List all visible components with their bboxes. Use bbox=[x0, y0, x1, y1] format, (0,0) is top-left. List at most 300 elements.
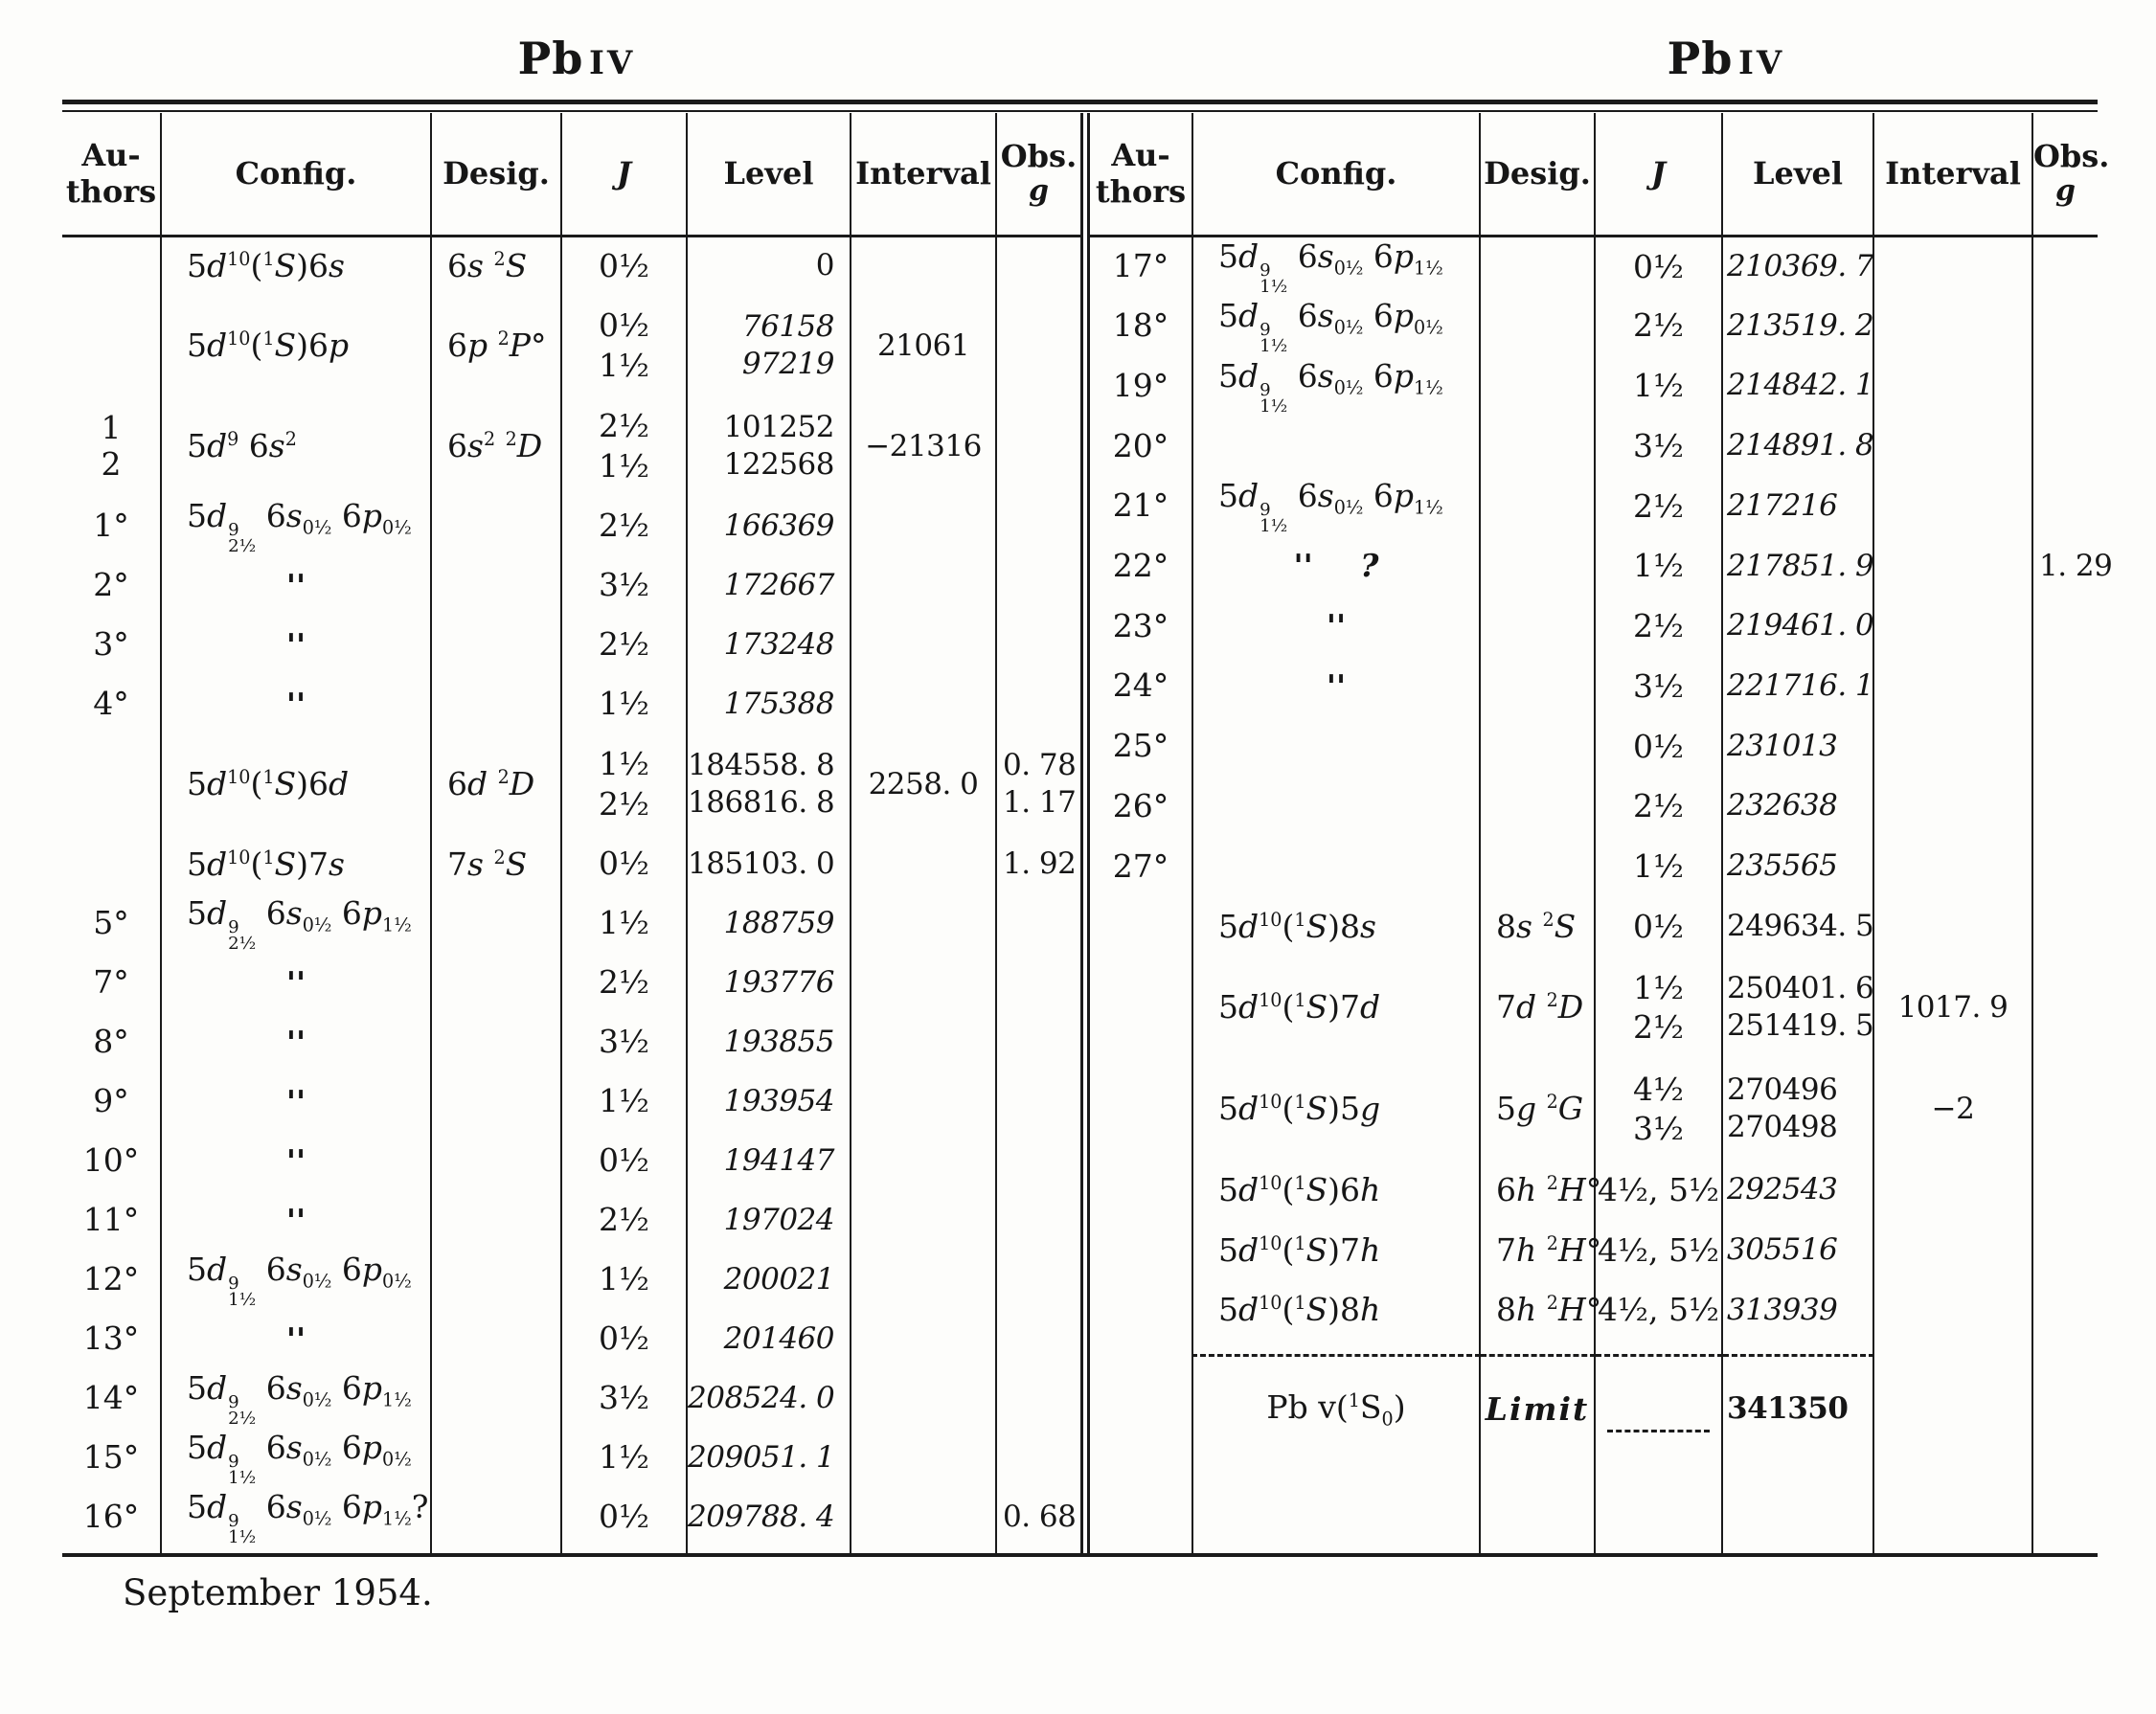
cell-desig bbox=[431, 893, 561, 953]
table-row bbox=[62, 834, 1080, 893]
cell-level: 221716. 1 bbox=[1722, 656, 1873, 716]
cell-j-value: 1½ bbox=[1595, 355, 1722, 416]
col-header-desig: Desig. bbox=[1480, 113, 1595, 236]
cell-authors: 16° bbox=[82, 1498, 140, 1536]
cell-level: 200021 bbox=[687, 1250, 851, 1309]
cell-config: '' bbox=[1192, 596, 1480, 656]
cell-j-value: 1½ bbox=[561, 1250, 687, 1309]
cell-authors: 21° bbox=[1112, 486, 1169, 525]
table-row bbox=[1090, 656, 2098, 716]
cell-j-value: 3½ bbox=[1595, 416, 1722, 476]
cell-desig bbox=[1480, 716, 1595, 777]
cell-config: '' bbox=[161, 1012, 431, 1071]
cell-j-value: 0½ bbox=[561, 1131, 687, 1190]
cell-config: '' bbox=[161, 555, 431, 615]
cell-config: 5d 9 1½ $6s_{0\frac{1}{2}}$ $6p_{1\frac{1}{2}}$ bbox=[1192, 476, 1480, 536]
cell-j-value: 2½ 1½ bbox=[561, 395, 687, 496]
table-row bbox=[1090, 836, 2098, 896]
cell-j-value: 0½ 1½ bbox=[561, 295, 687, 395]
cell-authors bbox=[1090, 1355, 1192, 1461]
cell-desig bbox=[431, 1131, 561, 1190]
cell-config: $5d^{10}(^1S)6p$ bbox=[161, 295, 431, 395]
cell-j-value: 2½ bbox=[1595, 777, 1722, 837]
cell-desig bbox=[431, 1071, 561, 1131]
cell-config: 5d 9 1½ $6s_{0\frac{1}{2}}$ $6p_{1\frac{1}{2}}$ bbox=[1192, 236, 1480, 296]
cell-interval bbox=[851, 1250, 996, 1309]
col-header-obs-g: Obs. g bbox=[996, 113, 1080, 236]
cell-interval bbox=[851, 834, 996, 893]
cell-obs-g: 0. 68 bbox=[996, 1487, 1080, 1546]
col-header-interval: Interval bbox=[851, 113, 996, 236]
cell-obs-g: 1. 29 bbox=[2032, 536, 2098, 597]
cell-j-value: 0½ bbox=[561, 1487, 687, 1546]
cell-desig bbox=[431, 615, 561, 674]
cell-config: $5d^{10}(^1S)7s$ bbox=[161, 834, 431, 893]
page-title-right bbox=[1668, 33, 1785, 84]
cell-obs-g bbox=[996, 1190, 1080, 1250]
cell-level: 76158 97219 bbox=[687, 295, 851, 395]
cell-j-value bbox=[1595, 1462, 1722, 1553]
cell-level: 188759 bbox=[687, 893, 851, 953]
col-header-desig: Desig. bbox=[431, 113, 561, 236]
cell-authors: 25° bbox=[1112, 727, 1169, 765]
cell-obs-g bbox=[2032, 1160, 2098, 1220]
cell-level: 217851. 9 bbox=[1722, 536, 1873, 597]
title-element-symbol: Pb bbox=[517, 33, 584, 84]
cell-level: 175388 bbox=[687, 674, 851, 733]
cell-interval bbox=[1873, 416, 2032, 476]
cell-authors bbox=[62, 834, 161, 893]
cell-authors: 5° bbox=[93, 904, 129, 942]
cell-authors bbox=[62, 295, 161, 395]
cell-j-value: 0½ bbox=[561, 1309, 687, 1368]
cell-desig bbox=[1480, 656, 1595, 716]
table-row bbox=[62, 674, 1080, 733]
cell-interval bbox=[1873, 296, 2032, 356]
cell-desig: 7d $^2$D bbox=[1480, 957, 1595, 1058]
cell-authors: 18° bbox=[1112, 306, 1169, 345]
cell-desig bbox=[431, 1368, 561, 1428]
filler-row bbox=[62, 1546, 1080, 1553]
cell-interval bbox=[1873, 836, 2032, 896]
cell-authors: 23° bbox=[1112, 606, 1169, 644]
cell-j-value: 2½ bbox=[1595, 296, 1722, 356]
title-ion-numeral: IV bbox=[1738, 44, 1785, 82]
cell-level: 214891. 8 bbox=[1722, 416, 1873, 476]
cell-obs-g bbox=[2032, 416, 2098, 476]
cell-level: 232638 bbox=[1722, 777, 1873, 837]
cell-desig bbox=[431, 1012, 561, 1071]
cell-obs-g bbox=[996, 395, 1080, 496]
table-row bbox=[62, 893, 1080, 953]
cell-j-value: 1½ bbox=[1595, 836, 1722, 896]
table-row bbox=[62, 295, 1080, 395]
cell-authors: 14° bbox=[82, 1379, 140, 1417]
cell-j-value: 2½ bbox=[1595, 476, 1722, 536]
cell-config: $5d^{10}(^1S)8h$ bbox=[1192, 1280, 1480, 1341]
cell-config: 5d 9 1½ $6s_{0\frac{1}{2}}$ $6p_{0\frac{1}{2}}$ bbox=[1192, 296, 1480, 356]
table-header bbox=[62, 113, 1080, 236]
cell-config bbox=[1192, 1340, 1480, 1355]
cell-config bbox=[1192, 716, 1480, 777]
cell-j-value: 0½ bbox=[561, 834, 687, 893]
col-header-interval: Interval bbox=[1873, 113, 2032, 236]
table-row bbox=[1090, 1160, 2098, 1220]
cell-interval bbox=[851, 1428, 996, 1487]
cell-obs-g bbox=[2032, 777, 2098, 837]
cell-j-value: 0½ bbox=[1595, 716, 1722, 777]
page-title-left bbox=[518, 33, 636, 84]
cell-interval bbox=[1873, 1220, 2032, 1280]
cell-level bbox=[1722, 1462, 1873, 1553]
cell-level: 214842. 1 bbox=[1722, 355, 1873, 416]
cell-obs-g bbox=[996, 674, 1080, 733]
cell-desig bbox=[431, 674, 561, 733]
cell-authors: 24° bbox=[1112, 666, 1169, 705]
header-row bbox=[1090, 113, 2098, 236]
cell-authors: 27° bbox=[1112, 846, 1169, 885]
footer-date: September 1954. bbox=[123, 1572, 433, 1613]
cell-j-value: 0½ bbox=[1595, 236, 1722, 296]
cell-j-value: 1½ bbox=[561, 1071, 687, 1131]
cell-authors: 20° bbox=[1112, 426, 1169, 464]
cell-config: 5d 9 1½ $6s_{0\frac{1}{2}}$ $6p_{0\frac{1}{2}}$ bbox=[161, 1250, 431, 1309]
cell-j-value: 3½ bbox=[561, 555, 687, 615]
cell-desig bbox=[1480, 596, 1595, 656]
cell-j-value: 3½ bbox=[561, 1368, 687, 1428]
cell-desig bbox=[1480, 536, 1595, 597]
cell-j-value bbox=[1595, 1340, 1722, 1355]
cell-obs-g bbox=[996, 496, 1080, 555]
cell-level: 341350 bbox=[1722, 1355, 1873, 1461]
cell-obs-g bbox=[996, 615, 1080, 674]
cell-level: 194147 bbox=[687, 1131, 851, 1190]
table-row bbox=[1090, 296, 2098, 356]
table-row bbox=[1090, 476, 2098, 536]
cell-level: 217216 bbox=[1722, 476, 1873, 536]
cell-config bbox=[161, 1546, 431, 1553]
cell-level: 101252 122568 bbox=[687, 395, 851, 496]
cell-authors: 8° bbox=[93, 1023, 129, 1061]
cell-interval bbox=[1873, 536, 2032, 597]
header-row bbox=[62, 113, 1080, 236]
cell-obs-g bbox=[996, 1428, 1080, 1487]
cell-level: 193954 bbox=[687, 1071, 851, 1131]
cell-level: 193855 bbox=[687, 1012, 851, 1071]
cell-level: 0 bbox=[687, 236, 851, 295]
cell-config: $5d^{10}(^1S)6h$ bbox=[1192, 1160, 1480, 1220]
col-header-config: Config. bbox=[1192, 113, 1480, 236]
cell-level: 231013 bbox=[1722, 716, 1873, 777]
cell-desig: 6d $^2$D bbox=[431, 733, 561, 834]
title-element-symbol: Pb bbox=[1667, 33, 1734, 84]
cell-interval bbox=[851, 615, 996, 674]
cell-authors: 15° bbox=[82, 1438, 140, 1477]
cell-interval bbox=[851, 1012, 996, 1071]
cell-interval bbox=[851, 1309, 996, 1368]
cell-j-value: 2½ bbox=[561, 496, 687, 555]
cell-level: 184558. 8 186816. 8 bbox=[687, 733, 851, 834]
cell-interval bbox=[851, 236, 996, 295]
cell-obs-g bbox=[996, 953, 1080, 1012]
cell-obs-g bbox=[996, 1368, 1080, 1428]
table-body-right bbox=[1090, 236, 2113, 1553]
cell-authors bbox=[1090, 896, 1192, 957]
cell-config: 5d 9 2½ $6s_{0\frac{1}{2}}$ $6p_{1\frac{1}{2}}$ bbox=[161, 1368, 431, 1428]
table-row bbox=[62, 236, 1080, 295]
cell-desig bbox=[1480, 777, 1595, 837]
cell-config: Pb $v(^1S_0)$ bbox=[1192, 1355, 1480, 1461]
cell-level bbox=[1722, 1340, 1873, 1355]
cell-desig bbox=[431, 1546, 561, 1553]
cell-desig: 6s $^2$S bbox=[431, 236, 561, 295]
cell-config: 5d 9 1½ $6s_{0\frac{1}{2}}$ $6p_{0\frac{1}{2}}$ bbox=[161, 1428, 431, 1487]
cell-desig bbox=[431, 1309, 561, 1368]
cell-authors bbox=[1090, 1058, 1192, 1160]
cell-desig bbox=[1480, 296, 1595, 356]
cell-desig bbox=[1480, 416, 1595, 476]
table-row bbox=[62, 395, 1080, 496]
cell-interval bbox=[1873, 355, 2032, 416]
cell-authors bbox=[1090, 1462, 1192, 1553]
cell-obs-g bbox=[996, 1250, 1080, 1309]
table-row bbox=[1090, 1220, 2098, 1280]
cell-j-value: 1½ 2½ bbox=[1595, 957, 1722, 1058]
col-header-j: J bbox=[561, 113, 687, 236]
cell-desig: 8h $^2$H° bbox=[1480, 1280, 1595, 1341]
cell-desig bbox=[1480, 1340, 1595, 1355]
cell-authors: 2° bbox=[93, 566, 129, 604]
table-row bbox=[1090, 536, 2098, 597]
table-row bbox=[1090, 1058, 2098, 1160]
cell-interval bbox=[1873, 1340, 2032, 1355]
cell-desig: $6s^2$ $^2$D bbox=[431, 395, 561, 496]
cell-config: '' bbox=[1192, 656, 1480, 716]
cell-interval: −21316 bbox=[851, 395, 996, 496]
cell-j-value: 1½ bbox=[561, 893, 687, 953]
col-header-authors: Au- thors bbox=[62, 113, 161, 236]
table-row bbox=[62, 496, 1080, 555]
table-row bbox=[62, 555, 1080, 615]
cell-config bbox=[1192, 777, 1480, 837]
cell-authors: 13° bbox=[82, 1319, 140, 1358]
cell-obs-g bbox=[2032, 656, 2098, 716]
table-row bbox=[62, 1012, 1080, 1071]
cell-authors bbox=[62, 1546, 161, 1553]
cell-desig bbox=[1480, 236, 1595, 296]
cell-interval bbox=[1873, 656, 2032, 716]
dashed-separator-row bbox=[1090, 1340, 2098, 1355]
cell-config bbox=[1192, 836, 1480, 896]
cell-j-value: 3½ bbox=[1595, 656, 1722, 716]
table-row bbox=[1090, 596, 2098, 656]
cell-j-value: 1½ bbox=[561, 1428, 687, 1487]
cell-interval bbox=[1873, 1462, 2032, 1553]
cell-config: $5d^{10}(^1S)7d$ bbox=[1192, 957, 1480, 1058]
cell-level: 172667 bbox=[687, 555, 851, 615]
cell-desig: Limit bbox=[1480, 1355, 1595, 1461]
cell-obs-g bbox=[996, 893, 1080, 953]
cell-config: '' bbox=[161, 1131, 431, 1190]
col-header-obs-g: Obs. g bbox=[2032, 113, 2098, 236]
cell-config: $5d^{10}(^1S)8s$ bbox=[1192, 896, 1480, 957]
cell-authors: 19° bbox=[1112, 366, 1169, 404]
cell-obs-g bbox=[2032, 296, 2098, 356]
cell-j-value: 2½ bbox=[561, 1190, 687, 1250]
table-row bbox=[1090, 716, 2098, 777]
cell-desig bbox=[1480, 355, 1595, 416]
table-row bbox=[1090, 896, 2098, 957]
cell-level: 270496 270498 bbox=[1722, 1058, 1873, 1160]
cell-config: '' bbox=[161, 615, 431, 674]
cell-j-value: 0½ bbox=[561, 236, 687, 295]
cell-config: '' bbox=[161, 1190, 431, 1250]
cell-obs-g bbox=[996, 1012, 1080, 1071]
cell-authors: 1° bbox=[93, 507, 129, 545]
cell-obs-g: 1. 92 bbox=[996, 834, 1080, 893]
cell-interval bbox=[851, 496, 996, 555]
cell-level: 166369 bbox=[687, 496, 851, 555]
table-row bbox=[62, 1071, 1080, 1131]
cell-obs-g bbox=[996, 295, 1080, 395]
cell-obs-g bbox=[2032, 957, 2098, 1058]
cell-j-value: 1½ 2½ bbox=[561, 733, 687, 834]
cell-desig bbox=[431, 953, 561, 1012]
cell-level: 249634. 5 bbox=[1722, 896, 1873, 957]
cell-desig bbox=[431, 555, 561, 615]
cell-config: '' bbox=[161, 674, 431, 733]
table-row bbox=[62, 733, 1080, 834]
cell-config: 5d 9 2½ $6s_{0\frac{1}{2}}$ $6p_{1\frac{1}{2}}$ bbox=[161, 893, 431, 953]
cell-authors: 17° bbox=[1112, 247, 1169, 285]
cell-authors: 4° bbox=[93, 685, 129, 723]
cell-desig bbox=[1480, 836, 1595, 896]
cell-authors: 3° bbox=[93, 625, 129, 664]
cell-interval: 1017. 9 bbox=[1873, 957, 2032, 1058]
cell-j-value: 2½ bbox=[561, 953, 687, 1012]
cell-desig bbox=[431, 1190, 561, 1250]
cell-level: 292543 bbox=[1722, 1160, 1873, 1220]
energy-level-table-left bbox=[62, 113, 1080, 1553]
col-header-j: J bbox=[1595, 113, 1722, 236]
cell-obs-g bbox=[2032, 1058, 2098, 1160]
cell-interval bbox=[1873, 896, 2032, 957]
table-header bbox=[1090, 113, 2110, 236]
cell-desig: 7h $^2$H° bbox=[1480, 1220, 1595, 1280]
cell-level: 305516 bbox=[1722, 1220, 1873, 1280]
cell-interval bbox=[851, 674, 996, 733]
limit-row bbox=[1090, 1355, 2098, 1461]
cell-j-value: 4½, 5½ bbox=[1595, 1160, 1722, 1220]
cell-obs-g bbox=[996, 1309, 1080, 1368]
cell-config: $5d^{10}(^1S)5g$ bbox=[1192, 1058, 1480, 1160]
cell-interval bbox=[1873, 716, 2032, 777]
cell-interval bbox=[1873, 777, 2032, 837]
cell-level: 250401. 6 251419. 5 bbox=[1722, 957, 1873, 1058]
cell-desig: 6p $^2$P° bbox=[431, 295, 561, 395]
cell-config: 5d 9 1½ $6s_{0\frac{1}{2}}$ $6p_{1\frac{1}{2}}$ bbox=[1192, 355, 1480, 416]
cell-obs-g bbox=[2032, 1355, 2098, 1461]
cell-authors: 9° bbox=[93, 1082, 129, 1120]
cell-config bbox=[1192, 1462, 1480, 1553]
cell-level: 235565 bbox=[1722, 836, 1873, 896]
cell-interval: 21061 bbox=[851, 295, 996, 395]
col-header-config: Config. bbox=[161, 113, 431, 236]
cell-desig: 5g $^2$G bbox=[1480, 1058, 1595, 1160]
cell-level: 313939 bbox=[1722, 1280, 1873, 1341]
table-row bbox=[62, 1131, 1080, 1190]
cell-config: '' ? bbox=[1192, 536, 1480, 597]
cell-obs-g bbox=[2032, 236, 2098, 296]
cell-interval bbox=[851, 1368, 996, 1428]
table-row bbox=[62, 1250, 1080, 1309]
cell-j-value: 4½, 5½ bbox=[1595, 1280, 1722, 1341]
cell-level: 173248 bbox=[687, 615, 851, 674]
cell-authors: 1 2 bbox=[101, 408, 122, 483]
cell-interval bbox=[851, 1546, 996, 1553]
cell-obs-g bbox=[2032, 476, 2098, 536]
cell-interval bbox=[851, 1071, 996, 1131]
cell-interval bbox=[1873, 476, 2032, 536]
cell-j-value bbox=[561, 1546, 687, 1553]
cell-interval bbox=[1873, 1160, 2032, 1220]
table-row bbox=[62, 1309, 1080, 1368]
cell-level: 197024 bbox=[687, 1190, 851, 1250]
cell-config: 5d 9 1½ $6s_{0\frac{1}{2}}$ $6p_{1\frac{1}{2}}$? bbox=[161, 1487, 431, 1546]
cell-obs-g bbox=[2032, 1462, 2098, 1553]
table-row bbox=[62, 1190, 1080, 1250]
cell-interval bbox=[851, 953, 996, 1012]
cell-config: '' bbox=[161, 1071, 431, 1131]
cell-level: 185103. 0 bbox=[687, 834, 851, 893]
cell-interval bbox=[1873, 1280, 2032, 1341]
table-row bbox=[62, 953, 1080, 1012]
cell-config: $5d^{10}(^1S)7h$ bbox=[1192, 1220, 1480, 1280]
tables-region bbox=[62, 100, 2113, 1557]
cell-desig bbox=[431, 1487, 561, 1546]
cell-obs-g bbox=[2032, 896, 2098, 957]
cell-level: 213519. 2 bbox=[1722, 296, 1873, 356]
table-body-left bbox=[62, 236, 1080, 1553]
tables-row bbox=[62, 113, 2113, 1557]
cell-j-value: 1½ bbox=[561, 674, 687, 733]
cell-obs-g bbox=[2032, 1340, 2098, 1355]
cell-config: '' bbox=[161, 1309, 431, 1368]
limit-dash-line bbox=[1607, 1430, 1710, 1432]
cell-authors: 22° bbox=[1112, 547, 1169, 585]
cell-interval bbox=[1873, 1355, 2032, 1461]
cell-config: '' bbox=[161, 953, 431, 1012]
cell-level: 210369. 7 bbox=[1722, 236, 1873, 296]
cell-desig: 6h $^2$H° bbox=[1480, 1160, 1595, 1220]
cell-obs-g bbox=[996, 1546, 1080, 1553]
cell-obs-g: 0. 78 1. 17 bbox=[996, 733, 1080, 834]
cell-interval bbox=[851, 1487, 996, 1546]
title-ion-numeral: IV bbox=[589, 44, 636, 82]
cell-interval: −2 bbox=[1873, 1058, 2032, 1160]
cell-obs-g bbox=[996, 236, 1080, 295]
col-header-level: Level bbox=[687, 113, 851, 236]
cell-desig bbox=[1480, 476, 1595, 536]
cell-authors: 26° bbox=[1112, 786, 1169, 824]
cell-config: $5d^9$ $6s^2$ bbox=[161, 395, 431, 496]
cell-j-value: 0½ bbox=[1595, 896, 1722, 957]
cell-obs-g bbox=[996, 555, 1080, 615]
cell-obs-g bbox=[2032, 1280, 2098, 1341]
cell-desig bbox=[431, 496, 561, 555]
cell-level: 209788. 4 bbox=[687, 1487, 851, 1546]
cell-config: 5d 9 2½ $6s_{0\frac{1}{2}}$ $6p_{0\frac{1}{2}}$ bbox=[161, 496, 431, 555]
